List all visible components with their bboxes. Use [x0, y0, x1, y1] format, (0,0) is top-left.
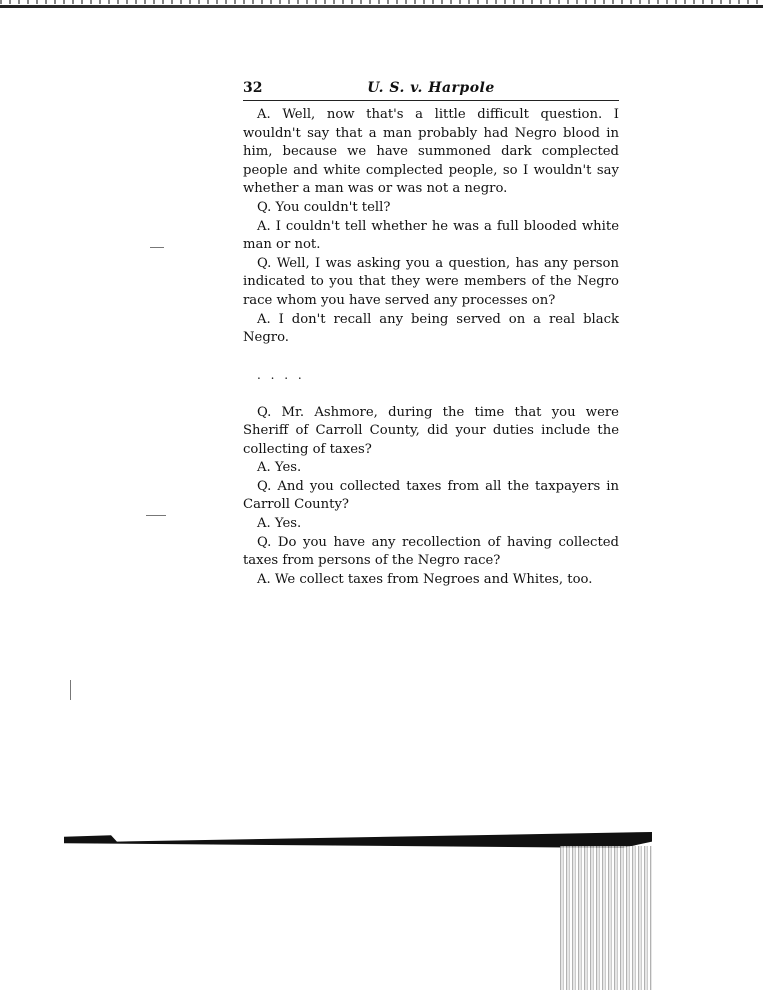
scan-artifact [560, 846, 652, 990]
top-page-edge-dots [0, 0, 763, 4]
page-number: 32 [243, 80, 263, 96]
page-header [243, 80, 619, 101]
spacer [243, 348, 619, 367]
paragraph: Q. Well, I was asking you a question, has any person indicated to you that they were members of the Negro race whom you have served any processes on? [243, 255, 619, 308]
top-page-edge [0, 5, 763, 8]
omission-ellipsis: . . . . [257, 368, 305, 383]
paragraph: A. I couldn't tell whether he was a full blooded white man or not. [243, 218, 619, 253]
paragraph: Q. You couldn't tell? [257, 199, 391, 215]
paragraph: Q. Do you have any recollection of having collected taxes from persons of the Negro race? [243, 534, 619, 569]
paragraph: A. Yes. [257, 460, 302, 476]
paragraph: A. I don't recall any being served on a real black Negro. [243, 311, 619, 346]
running-title: U. S. v. Harpole [367, 80, 495, 96]
scan-speck [70, 680, 71, 700]
scan-speck [146, 515, 166, 516]
paragraph: Q. Mr. Ashmore, during the time that you were Sheriff of Carroll County, did your duties include the collecting of taxes? [243, 404, 619, 457]
spacer [243, 385, 619, 404]
transcript-body [243, 106, 619, 589]
paragraph: A. Well, now that's a little difficult question. I wouldn't say that a man probably had Negro blood in him, because we have summoned dark complected people and white complected people, so I wouldn't say whether a man was or was not a negro. [243, 107, 619, 197]
scan-speck [150, 247, 164, 248]
paragraph: A. We collect taxes from Negroes and Whites, too. [257, 571, 593, 587]
paragraph: A. Yes. [257, 516, 302, 532]
paragraph: Q. And you collected taxes from all the taxpayers in Carroll County? [243, 478, 619, 513]
